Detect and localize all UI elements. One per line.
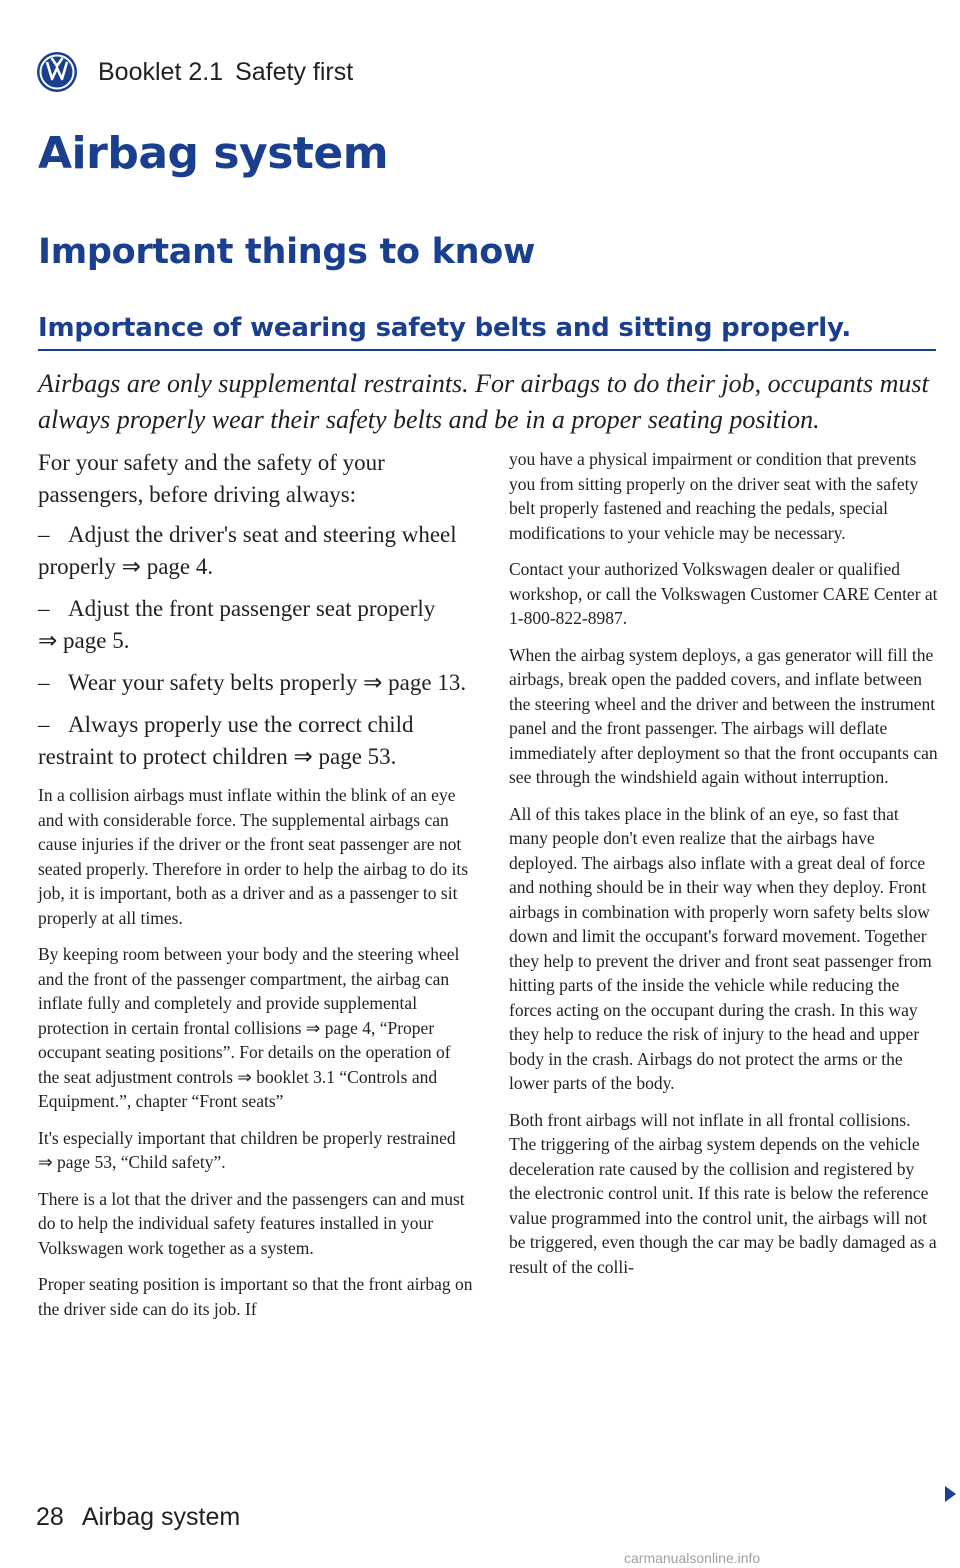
step-item: – Wear your safety belts properly ⇒ page 13.	[38, 670, 467, 695]
body-paragraph: It's especially important that children be properly restrained ⇒ page 53, “Child safety”.	[38, 1127, 456, 1172]
header-breadcrumb	[98, 58, 353, 87]
booklet-label: Booklet 2.1	[98, 57, 224, 86]
page-title: Airbag system	[38, 128, 389, 179]
section-heading: Importance of wearing safety belts and sitting properly.	[38, 313, 936, 351]
vw-logo-icon	[36, 51, 78, 93]
page-reference-link[interactable]: ⇒ page 4.	[121, 554, 214, 579]
body-paragraph: Proper seating position is important so that the front airbag on the driver side can do its job. If	[38, 1274, 473, 1319]
page-subtitle: Important things to know	[38, 232, 536, 272]
body-paragraph: There is a lot that the driver and the passengers can and must do to help the individual safety features installed in your Volkswagen work together as a system.	[38, 1188, 465, 1258]
watermark: carmanualsonline.info	[624, 1550, 761, 1566]
page-footer	[36, 1503, 240, 1532]
step-item: – Adjust the front passenger seat properly ⇒ page 5.	[38, 596, 436, 653]
step-text: Adjust the front passenger seat properly	[68, 596, 436, 621]
footer-chapter: Airbag system	[81, 1503, 241, 1531]
step-text: Adjust the driver's seat and steering wheel properly	[38, 522, 457, 579]
body-paragraph: All of this takes place in the blink of an eye, so fast that many people don't even realize that the airbags have deployed. The airbags also inflate with a great deal of force and nothing should be in their way when they deploy. Front airbags in combination with properly worn safety belts slow down and limit the occupant's forward movement. Together they help to prevent the driver and front seat passenger from hitting parts of the inside the vehicle while reducing the forces acting on the occupant during the crash. In this way they help to reduce the risk of injury to the head and upper body in the crash. Airbags do not protect the arms or the lower parts of the body.	[509, 803, 932, 1093]
page-number: 28	[36, 1503, 64, 1531]
step-text: Always properly use the correct child restraint to protect children	[38, 712, 414, 769]
right-column	[509, 447, 939, 1291]
body-paragraph: Both front airbags will not inflate in all frontal collisions. The triggering of the airbag system depends on the vehicle deceleration rate caused by the collision and registered by the electronic control unit. If this rate is below the reference value programmed into the control unit, the airbags will not be triggered, even though the car may be badly damaged as a result of the colli-	[509, 1109, 937, 1277]
page-header	[36, 50, 353, 94]
step-item: – Adjust the driver's seat and steering wheel properly ⇒ page 4.	[38, 522, 457, 579]
body-paragraph: By keeping room between your body and the steering wheel and the front of the passenger compartment, the airbag can inflate fully and completely and provide supplemental protection in certain frontal collisions ⇒ page 4, “Proper occupant seating positions”. For details on the operation of the seat adjustment controls ⇒ booklet 3.1 “Controls and Equipment.”, chapter “Front seats”	[38, 944, 460, 1111]
page-reference-link[interactable]: ⇒ page 13.	[363, 670, 467, 695]
lead-paragraph: Airbags are only supplemental restraints. For airbags to do their job, occupants must always properly wear their safety belts and be in a proper seating position.	[38, 369, 929, 434]
continue-arrow-icon	[945, 1486, 956, 1502]
intro-text: For your safety and the safety of your passengers, before driving always:	[38, 450, 385, 507]
body-paragraph: When the airbag system deploys, a gas generator will fill the airbags, break open the padded covers, and inflate between the steering wheel and the driver and between the instrument panel and the front passenger. The airbags will deflate immediately after deployment so that the front occupants can see through the windshield again without interruption.	[509, 644, 938, 787]
body-paragraph: In a collision airbags must inflate within the blink of an eye and with considerable force. The supplemental airbags can cause injuries if the driver or the front seat passenger are not seated properly. Therefore in order to help the airbag to do its job, it is important, both as a driver and as a passenger to sit properly at all times.	[38, 785, 469, 928]
body-paragraph: you have a physical impairment or condition that prevents you from sitting properly on the driver seat with the safety belt properly fastened and reaching the pedals, special modifications to your vehicle may be necessary.	[509, 449, 919, 543]
page-reference-link[interactable]: ⇒ page 5.	[38, 628, 130, 653]
page-reference-link[interactable]: ⇒ page 53.	[293, 744, 397, 769]
step-item: – Always properly use the correct child restraint to protect children ⇒ page 53.	[38, 712, 414, 769]
step-text: Wear your safety belts properly	[68, 670, 358, 695]
section-label: Safety first	[235, 57, 354, 86]
body-paragraph: Contact your authorized Volkswagen dealer or qualified workshop, or call the Volkswagen Customer CARE Center at 1-800-822-8987.	[509, 559, 938, 628]
left-column	[38, 447, 474, 1333]
